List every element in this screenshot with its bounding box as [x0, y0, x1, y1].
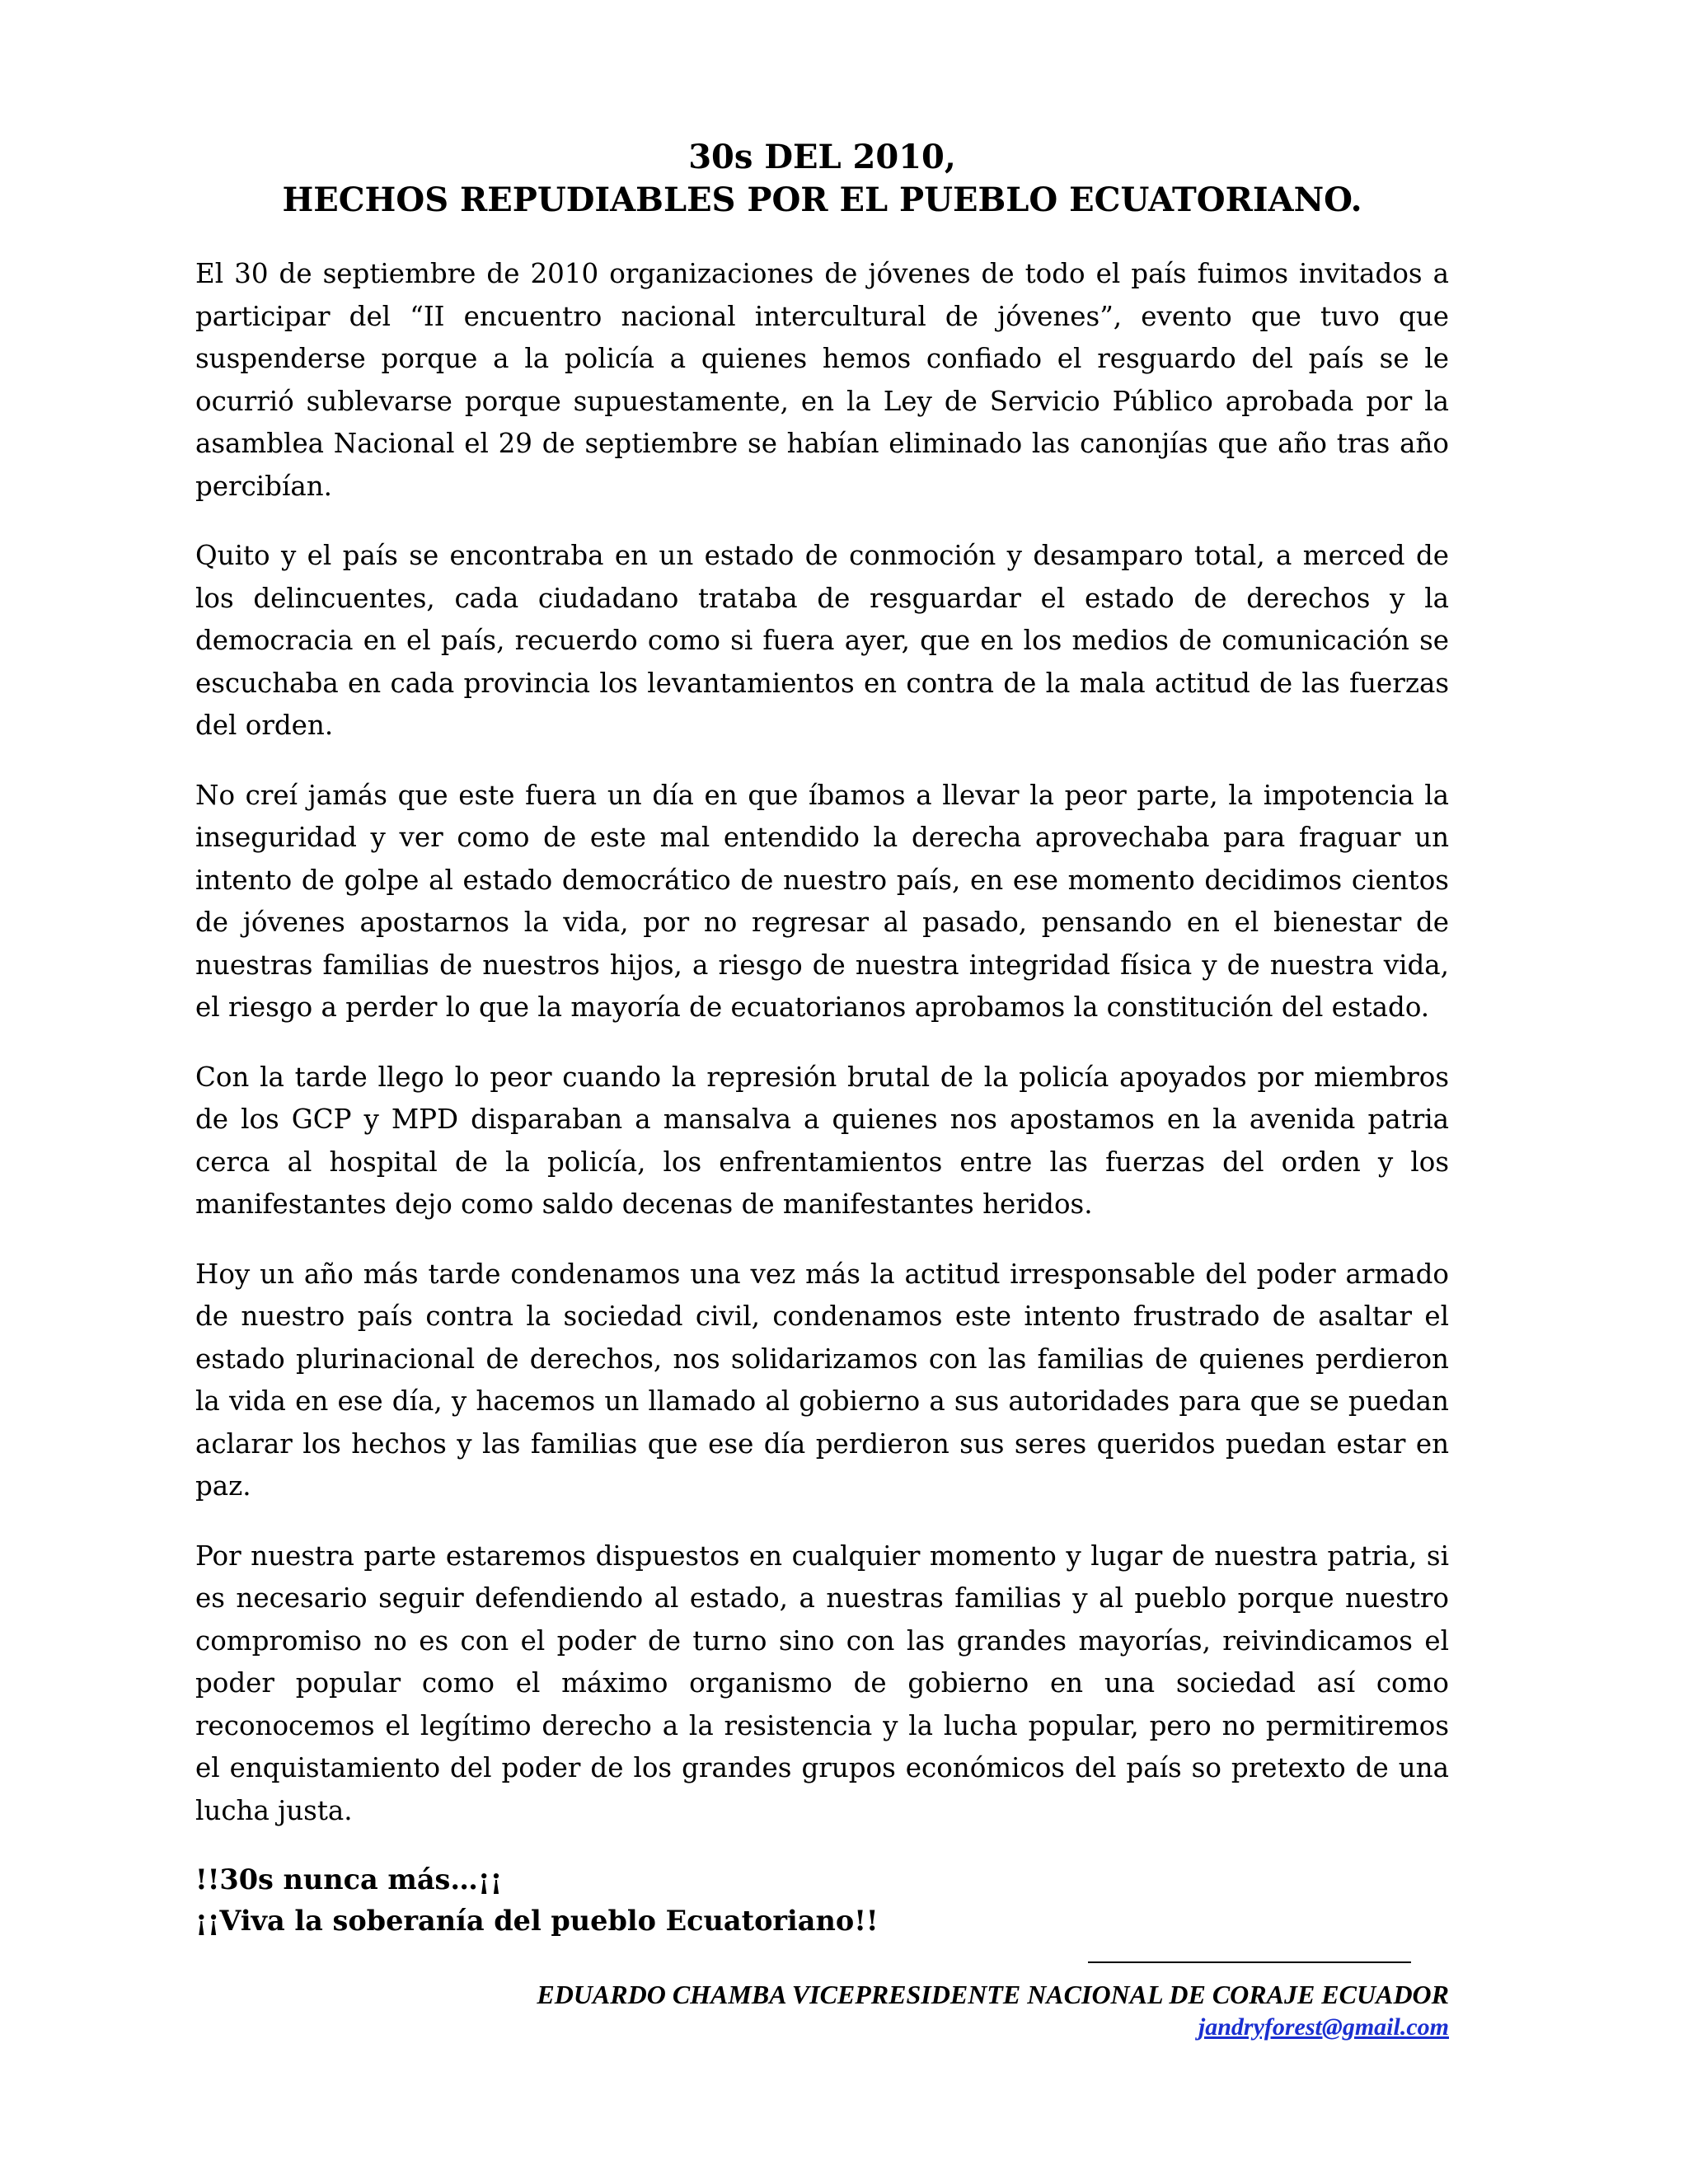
paragraph-2: Quito y el país se encontraba en un estado de conmoción y desamparo total, a merced de los delincuentes, cada ciudadano trataba de resguardar el estado de derechos y la democracia en el país, recuerdo como si fuera ayer, que en los medios de comunicación se escuchaba en cada provincia los levantamientos en contra de la mala actitud de las fuerzas del orden. — [195, 540, 1449, 741]
paragraph-6: Por nuestra parte estaremos dispuestos en cualquier momento y lugar de nuestra patria, si es necesario seguir defendiendo al estado, a nuestras familias y al pueblo porque nuestro compromiso no es con el poder de turno sino con las grandes mayorías, reivindicamos el poder popular como el máximo organismo de gobierno en una sociedad así como reconocemos el legítimo derecho a la resistencia y la lucha popular, pero no permitiremos el enquistamiento del poder de los grandes grupos económicos del país so pretexto de una lucha justa. — [195, 1540, 1449, 1826]
closing-line-1: !!30s nunca más…¡¡ — [195, 1863, 503, 1896]
closing-slogans — [195, 1859, 1449, 1942]
signature-name: EDUARDO CHAMBA VICEPRESIDENTE NACIONAL DE CORAJE ECUADOR — [537, 1980, 1449, 2009]
document-body — [195, 136, 1449, 1942]
paragraph-3: No creí jamás que este fuera un día en que íbamos a llevar la peor parte, la impotencia la inseguridad y ver como de este mal entendido la derecha aprovechaba para fraguar un intento de golpe al estado democrático de nuestro país, en ese momento decidimos cientos de jóvenes apostarnos la vida, por no regresar al pasado, pensando en el bienestar de nuestras familias de nuestros hijos, a riesgo de nuestra integridad física y de nuestra vida, el riesgo a perder lo que la mayoría de ecuatorianos aprobamos la constitución del estado. — [195, 779, 1449, 1023]
signature-email-link[interactable]: jandryforest@gmail.com — [1198, 2013, 1449, 2041]
paragraph-5: Hoy un año más tarde condenamos una vez más la actitud irresponsable del poder armado de nuestro país contra la sociedad civil, condenamos este intento frustrado de asaltar el estado plurinacional de derechos, nos solidarizamos con las familias de quienes perdieron la vida en ese día, y hacemos un llamado al gobierno a sus autoridades para que se puedan aclarar los hechos y las familias que ese día perdieron sus seres queridos puedan estar en paz. — [195, 1258, 1449, 1502]
signature-line — [1088, 1961, 1411, 1963]
document-title — [195, 136, 1449, 222]
paragraph-1: El 30 de septiembre de 2010 organizaciones de jóvenes de todo el país fuimos invitados a participar del “II encuentro nacional intercultural de jóvenes”, evento que tuvo que suspenderse porque a la policía a quienes hemos confiado el resguardo del país se le ocurrió sublevarse porque supuestamente, en la Ley de Servicio Público aprobada por la asamblea Nacional el 29 de septiembre se habían eliminado las canonjías que año tras año percibían. — [195, 258, 1449, 502]
title-line-1: 30s DEL 2010, — [688, 138, 956, 176]
closing-line-2: ¡¡Viva la soberanía del pueblo Ecuatoriano!! — [195, 1905, 879, 1937]
title-line-2: HECHOS REPUDIABLES POR EL PUEBLO ECUATORIANO. — [282, 180, 1362, 219]
paragraph-4: Con la tarde llego lo peor cuando la represión brutal de la policía apoyados por miembros de los GCP y MPD disparaban a mansalva a quienes nos apostamos en la avenida patria cerca al hospital de la policía, los enfrentamientos entre las fuerzas del orden y los manifestantes dejo como saldo decenas de manifestantes heridos. — [195, 1061, 1449, 1220]
